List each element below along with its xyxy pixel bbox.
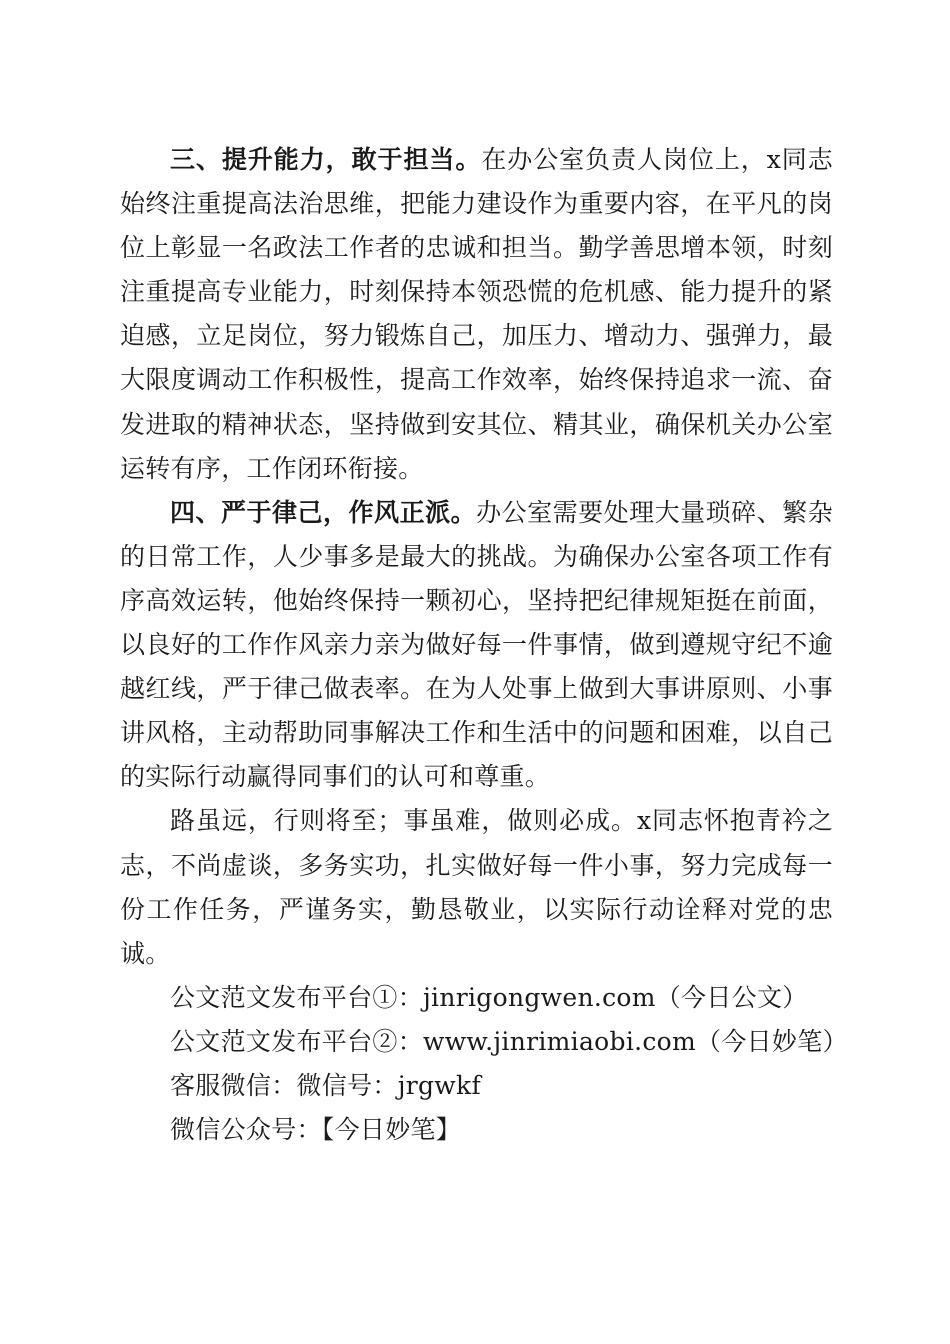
- footer-official-account: 微信公众号：【今日妙笔】: [170, 1115, 462, 1145]
- footer-platform-2: 公文范文发布平台②：www.jinrimiaobi.com（今日妙笔）: [170, 1026, 848, 1056]
- paragraph-text: 路虽远，行则将至；事虽难，做则必成。x同志怀抱青衿之志，不尚虚谈，多务实功，扎实做好每一件小事，努力完成每一份工作任务，严谨务实，勤恳敬业，以实际行动诠释对党的忠诚。: [120, 806, 833, 968]
- footer-service-wechat: 客服微信：微信号：jrgwkf: [170, 1070, 482, 1100]
- document-body: [120, 138, 848, 1152]
- paragraph-text: 在办公室负责人岗位上，x同志始终注重提高法治思维，把能力建设作为重要内容，在平凡的岗位上彰显一名政法工作者的忠诚和担当。勤学善思增本领，时刻注重提高专业能力，时刻保持本领恐慌的危机感、能力提升的紧迫感，立足岗位，努力锻炼自己，加压力、增动力、强弹力，最大限度调动工作积极性，提高工作效率，始终保持追求一流、奋发进取的精神状态，坚持做到安其位、精其业，确保机关办公室运转有序，工作闭环衔接。: [120, 145, 833, 483]
- paragraph-heading: 四、严于律己，作风正派。: [170, 497, 477, 527]
- paragraph-discipline: [120, 491, 833, 800]
- publisher-footer: [120, 976, 848, 1152]
- paragraph-heading: 三、提升能力，敢于担当。: [170, 145, 482, 174]
- paragraph-conclusion: [120, 799, 833, 975]
- footer-platform-1: 公文范文发布平台①：jinrigongwen.com（今日公文）: [170, 982, 808, 1012]
- paragraph-text: 办公室需要处理大量琐碎、繁杂的日常工作，人少事多是最大的挑战。为确保办公室各项工作有序高效运转，他始终保持一颗初心，坚持把纪律规矩挺在前面，以良好的工作作风亲力亲为做好每一件事情，做到遵规守纪不逾越红线，严于律己做表率。在为人处事上做到大事讲原则、小事讲风格，主动帮助同事解决工作和生活中的问题和困难，以自己的实际行动赢得同事们的认可和尊重。: [120, 497, 833, 792]
- paragraph-capability: [120, 138, 833, 491]
